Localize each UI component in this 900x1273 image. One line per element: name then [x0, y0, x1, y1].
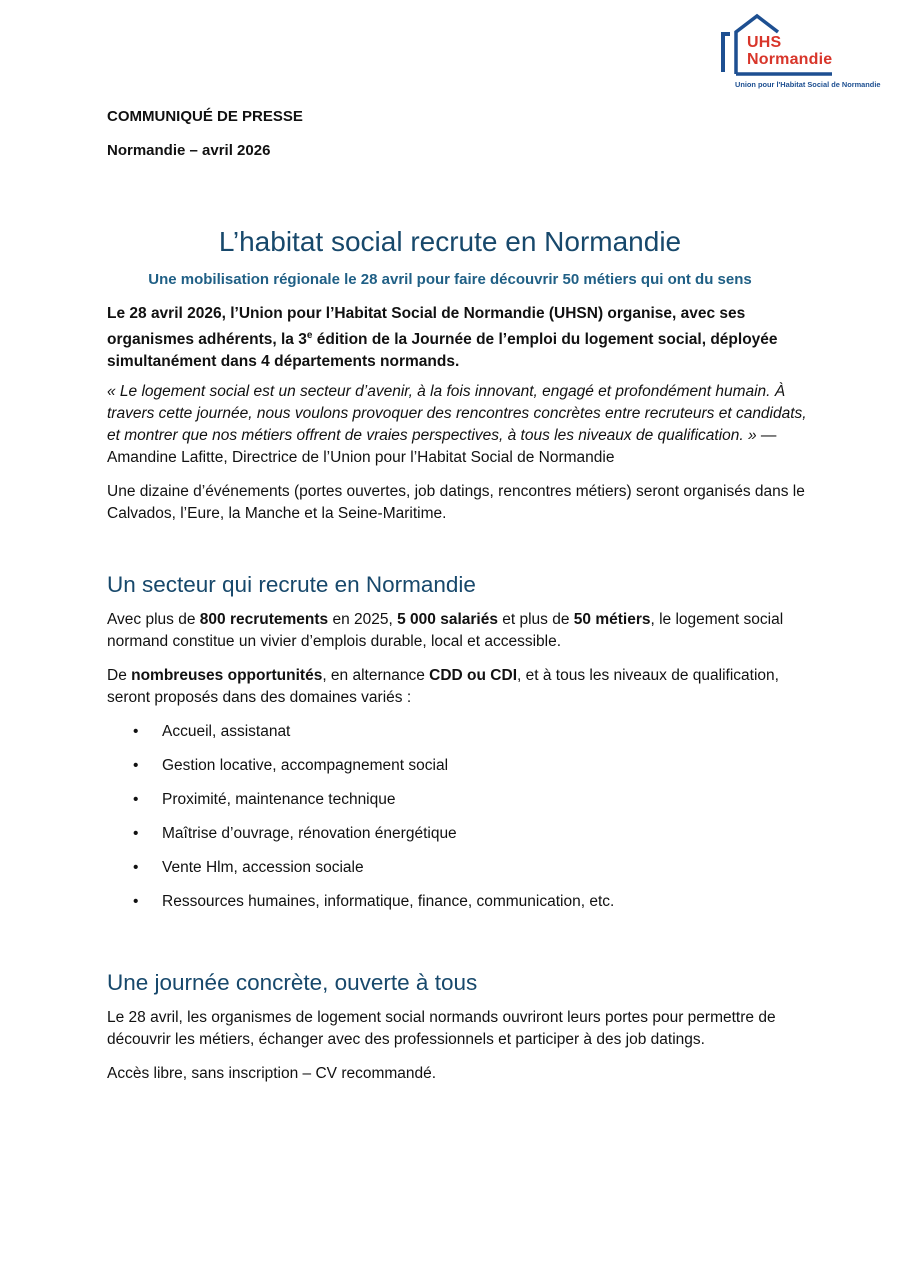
bullet-icon: •	[133, 825, 139, 842]
emphasis-contracts: CDD ou CDI	[429, 667, 517, 684]
text: , et à tous les niveaux de qualification, seront proposés dans des domaines variés :	[107, 667, 779, 706]
bullet-icon: •	[133, 723, 139, 740]
bullet-icon: •	[133, 791, 139, 808]
quote-paragraph	[107, 381, 807, 469]
text: Avec plus de	[107, 611, 200, 628]
opportunities-paragraph	[107, 665, 807, 709]
intro-superscript: e	[306, 330, 313, 341]
uhs-normandie-logo	[720, 12, 890, 92]
events-paragraph: Une dizaine d’événements (portes ouvertes, job datings, rencontres métiers) seront organisés dans le Calvados, l’Eure, la Manche et la Seine-Maritime.	[107, 483, 805, 522]
list-item	[107, 755, 614, 789]
list-item-label: Proximité, maintenance technique	[162, 791, 396, 808]
list-item	[107, 891, 614, 925]
list-item-label: Accueil, assistanat	[162, 723, 291, 740]
quote-text: « Le logement social est un secteur d’avenir, à la fois innovant, engagé et profondément humain. À travers cette journée, nous voulons provoquer des rencontres concrètes entre recruteurs et candidats, et montrer que nos métiers offrent de vraies perspectives, à tous les niveaux de qualification. »	[107, 383, 807, 444]
section-heading-journee: Une journée concrète, ouverte à tous	[107, 970, 478, 995]
intro-paragraph	[107, 303, 807, 373]
text: De	[107, 667, 132, 684]
list-item-label: Gestion locative, accompagnement social	[162, 757, 449, 774]
journee-paragraph: Le 28 avril, les organismes de logement social normands ouvriront leurs portes pour permettre de découvrir les métiers, échanger avec des professionnels et participer à des job datings.	[107, 1009, 776, 1048]
quote-attribution: — Amandine Lafitte, Directrice de l’Union pour l’Habitat Social de Normandie	[107, 427, 777, 466]
recruitment-figures-paragraph	[107, 609, 807, 653]
list-item-label: Maîtrise d’ouvrage, rénovation énergétique	[162, 825, 457, 842]
figure-recrutements: 800 recrutements	[199, 611, 329, 628]
dateline: Normandie – avril 2026	[107, 142, 271, 159]
list-item	[107, 823, 614, 857]
list-item	[107, 857, 614, 891]
text: , en alternance	[322, 667, 430, 684]
list-item-label: Vente Hlm, accession sociale	[162, 859, 364, 876]
list-item	[107, 789, 614, 823]
bullet-icon: •	[133, 893, 139, 910]
access-paragraph: Accès libre, sans inscription – CV recommandé.	[107, 1065, 437, 1082]
list-item	[107, 721, 614, 755]
bullet-icon: •	[133, 859, 139, 876]
press-release-label: COMMUNIQUÉ DE PRESSE	[107, 108, 303, 125]
logo-line-uhs: UHS	[747, 34, 782, 51]
intro-text-1: Le 28 avril 2026, l’Union pour l’Habitat Social de Normandie (UHSN) organise, avec ses organismes adhérents, la 3	[107, 305, 746, 349]
logo-line-normandie: Normandie	[747, 51, 833, 68]
bullet-icon: •	[133, 757, 139, 774]
page-subtitle: Une mobilisation régionale le 28 avril pour faire découvrir 50 métiers qui ont du sens	[148, 271, 752, 288]
domains-list	[107, 721, 614, 925]
page-title: L’habitat social recrute en Normandie	[218, 226, 682, 257]
text: , le logement social normand constitue un vivier d’emplois durable, local et accessible.	[107, 611, 784, 650]
section-heading-secteur: Un secteur qui recrute en Normandie	[107, 572, 476, 597]
figure-salaries: 5 000 salariés	[397, 611, 498, 628]
intro-text-2: édition de la Journée de l’emploi du logement social, déployée simultanément dans 4 départements normands.	[107, 331, 778, 371]
figure-metiers: 50 métiers	[573, 611, 651, 628]
list-item-label: Ressources humaines, informatique, finance, communication, etc.	[162, 893, 615, 910]
emphasis-opportunites: nombreuses opportunités	[131, 667, 323, 684]
logo-wordmark	[747, 34, 832, 68]
text: et plus de	[497, 611, 574, 628]
text: en 2025,	[328, 611, 398, 628]
logo-tagline: Union pour l'Habitat Social de Normandie	[735, 80, 881, 89]
